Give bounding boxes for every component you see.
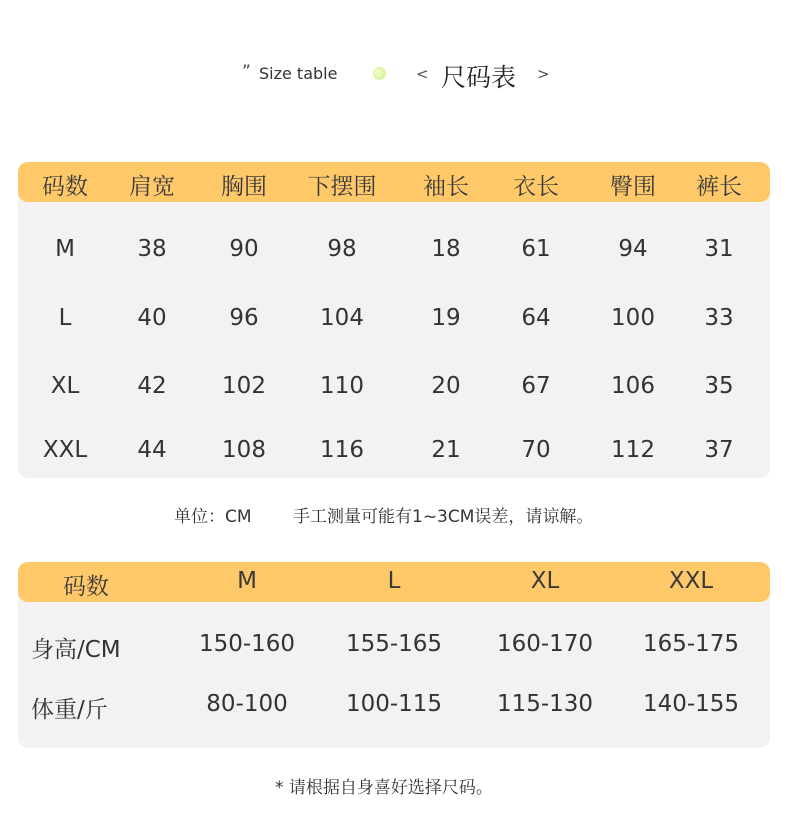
size-table-cell: 98 (327, 236, 357, 262)
size-table-cell: 102 (222, 373, 266, 399)
size-table-cell: 108 (222, 437, 266, 463)
fit-table-cell: 115-130 (496, 691, 594, 717)
size-table-cell: 42 (137, 373, 167, 399)
size-table (18, 162, 770, 478)
size-table-cell: 100 (611, 305, 655, 331)
fit-table-cell: 80-100 (206, 691, 288, 717)
bracket-right: > (537, 65, 550, 83)
fit-table-cell: 155-165 (345, 631, 443, 657)
size-table-cell: XXL (42, 437, 88, 463)
fit-table-column-header: L (387, 568, 401, 594)
size-table-column-header: 胸围 (221, 174, 267, 200)
unit-label: 单位：CM (174, 507, 252, 527)
title-cn: 尺码表 (441, 63, 517, 92)
size-table-cell: 110 (320, 373, 364, 399)
size-table-cell: 106 (611, 373, 655, 399)
size-table-cell: 19 (431, 305, 461, 331)
fit-table-column-header: XL (530, 568, 560, 594)
size-table-cell: 104 (320, 305, 364, 331)
size-table-column-header: 臀围 (610, 174, 656, 200)
title-en: Size table (259, 64, 338, 83)
size-table-cell: 44 (137, 437, 167, 463)
size-table-column-header: 袖长 (423, 174, 469, 200)
size-table-cell: 116 (320, 437, 364, 463)
fit-table-cell: 160-170 (496, 631, 594, 657)
size-table-cell: 94 (618, 236, 648, 262)
fit-table-column-header: 码数 (63, 574, 109, 600)
measurement-note: 手工测量可能有1~3CM误差，请谅解。 (293, 507, 594, 527)
size-table-cell: 31 (704, 236, 734, 262)
fit-table-cell: 165-175 (642, 631, 740, 657)
fit-table-column-header: XXL (668, 568, 714, 594)
fit-table-row-label: 身高/CM (31, 637, 121, 663)
size-table-cell: 96 (229, 305, 259, 331)
size-table-cell: XL (50, 373, 80, 399)
footer-note: * 请根据自身喜好选择尺码。 (275, 778, 493, 798)
size-table-cell: 70 (521, 437, 551, 463)
size-table-cell: 64 (521, 305, 551, 331)
size-table-cell: 67 (521, 373, 551, 399)
size-table-cell: 90 (229, 236, 259, 262)
green-dot-icon (373, 67, 386, 80)
size-table-column-header: 码数 (42, 174, 88, 200)
size-table-cell: M (55, 236, 75, 262)
size-table-cell: 40 (137, 305, 167, 331)
size-table-column-header: 裤长 (696, 174, 742, 200)
fit-table-row-label: 体重/斤 (31, 697, 108, 723)
size-table-cell: 18 (431, 236, 461, 262)
size-table-cell: 21 (431, 437, 461, 463)
size-table-header (0, 58, 790, 92)
size-table-cell: 20 (431, 373, 461, 399)
size-table-cell: 37 (704, 437, 734, 463)
size-table-cell: 112 (611, 437, 655, 463)
fit-table-cell: 140-155 (642, 691, 740, 717)
fit-table-cell: 150-160 (198, 631, 296, 657)
size-table-cell: 38 (137, 236, 167, 262)
size-table-column-header: 衣长 (513, 174, 559, 200)
quote-mark: ” (242, 62, 251, 82)
size-table-cell: 35 (704, 373, 734, 399)
fit-table-cell: 100-115 (345, 691, 443, 717)
size-table-cell: 61 (521, 236, 551, 262)
size-table-cell: L (58, 305, 72, 331)
size-table-cell: 33 (704, 305, 734, 331)
size-table-column-header: 下摆围 (307, 174, 377, 200)
fit-table-column-header: M (237, 568, 257, 594)
size-table-column-header: 肩宽 (129, 174, 175, 200)
bracket-left: < (416, 65, 429, 83)
